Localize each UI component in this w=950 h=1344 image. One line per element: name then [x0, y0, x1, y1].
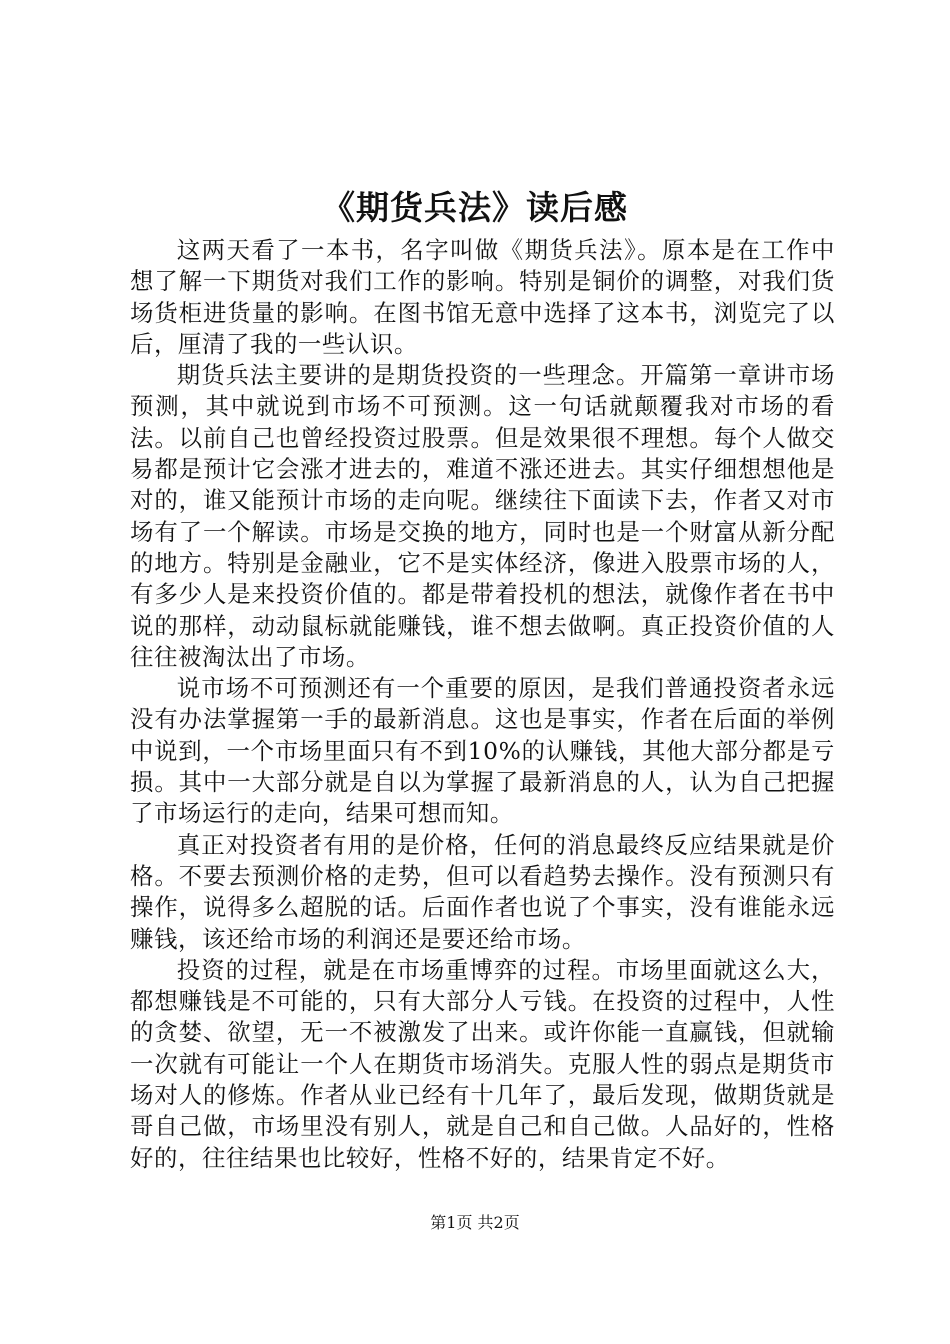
- document-title: 《期货兵法》读后感: [322, 188, 628, 227]
- paragraph-4: 真正对投资者有用的是价格，任何的消息最终反应结果就是价格。不要去预测价格的走势，但可以看趋势去操作。没有预测只有操作，说得多么超脱的话。后面作者也说了个事实，没有谁能永远赚钱，该还给市场的利润还是要还给市场。: [130, 830, 835, 953]
- paragraph-1: 这两天看了一本书，名字叫做《期货兵法》。原本是在工作中想了解一下期货对我们工作的影响。特别是铜价的调整，对我们货场货柜进货量的影响。在图书馆无意中选择了这本书，浏览完了以后，厘清了我的一些认识。: [130, 236, 835, 358]
- paragraph-3: 说市场不可预测还有一个重要的原因，是我们普通投资者永远没有办法掌握第一手的最新消息。这也是事实，作者在后面的举例中说到，一个市场里面只有不到10%的认赚钱，其他大部分都是亏损。其中一大部分就是自以为掌握了最新消息的人，认为自己把握了市场运行的走向，结果可想而知。: [130, 674, 835, 828]
- page-number-footer: 第1页 共2页: [430, 1213, 520, 1232]
- document-body: [130, 235, 835, 1174]
- paragraph-5: 投资的过程，就是在市场重博弈的过程。市场里面就这么大，都想赚钱是不可能的，只有大部分人亏钱。在投资的过程中，人性的贪婪、欲望，无一不被激发了出来。或许你能一直赢钱，但就输一次就有可能让一个人在期货市场消失。克服人性的弱点是期货市场对人的修炼。作者从业已经有十几年了，最后发现，做期货就是哥自己做，市场里没有别人，就是自己和自己做。人品好的，性格好的，往往结果也比较好，性格不好的，结果肯定不好。: [130, 955, 835, 1172]
- paragraph-2: 期货兵法主要讲的是期货投资的一些理念。开篇第一章讲市场预测，其中就说到市场不可预测。这一句话就颠覆我对市场的看法。以前自己也曾经投资过股票。但是效果很不理想。每个人做交易都是预计它会涨才进去的，难道不涨还进去。其实仔细想想他是对的，谁又能预计市场的走向呢。继续往下面读下去，作者又对市场有了一个解读。市场是交换的地方，同时也是一个财富从新分配的地方。特别是金融业，它不是实体经济，像进入股票市场的人，有多少人是来投资价值的。都是带着投机的想法，就像作者在书中说的那样，动动鼠标就能赚钱，谁不想去做啊。真正投资价值的人往往被淘汰出了市场。: [130, 361, 835, 671]
